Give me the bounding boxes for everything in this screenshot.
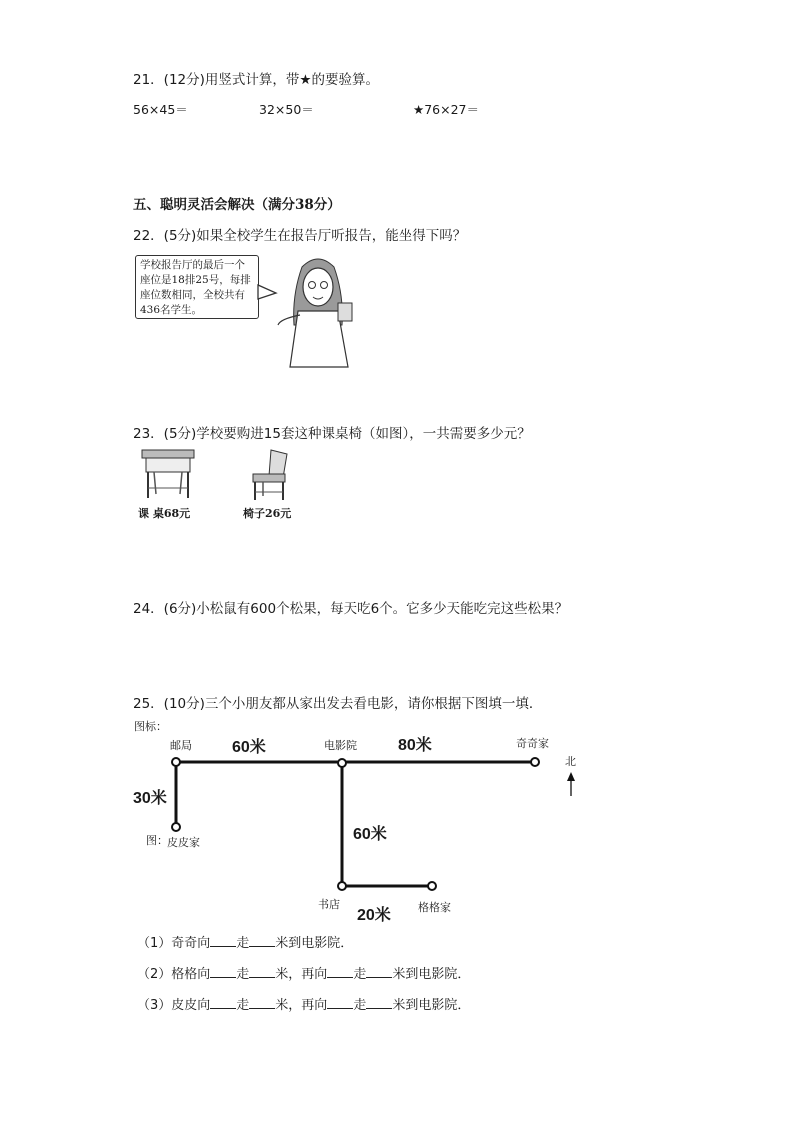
distance-post-pipi: 30米: [133, 790, 167, 807]
distance-post-cinema: 60米: [232, 739, 266, 756]
qiqi-home-label: 奇奇家: [516, 737, 549, 750]
blank-3a[interactable]: [210, 996, 236, 1009]
q23-title: 23．(5分)学校要购进15套这种课桌椅（如图），一共需要多少元？: [133, 426, 531, 442]
blank-3c[interactable]: [327, 996, 353, 1009]
q25-title: 25．(10分)三个小朋友都从家出发去看电影，请你根据下图填一填．: [133, 696, 543, 712]
bookstore-label: 书店: [318, 898, 340, 911]
blank-1b[interactable]: [249, 934, 275, 947]
legend-label-bottom: 图：: [146, 834, 168, 847]
post-office-node: [172, 758, 180, 766]
desk-caption: 课 桌68元: [138, 507, 191, 520]
q24-title: 24．(6分)小松鼠有600个松果，每天吃6个。它多少天能吃完这些松果？: [133, 601, 569, 617]
blank-3b[interactable]: [249, 996, 275, 1009]
q21-item-3: ★76×27＝: [413, 102, 479, 117]
chair-caption: 椅子26元: [243, 507, 292, 520]
gege-home-label: 格格家: [418, 901, 451, 914]
bookstore-node: [338, 882, 346, 890]
distance-bookstore-gege: 20米: [357, 907, 391, 924]
q21-item-2: 32×50＝: [259, 102, 314, 117]
q22-title: 22．(5分)如果全校学生在报告厅听报告，能坐得下吗？: [133, 228, 467, 244]
qiqi-home-node: [531, 758, 539, 766]
fill-line-2: （2）格格向 走 米，再向 走 米到电影院．: [137, 967, 471, 982]
q21-item-1: 56×45＝: [133, 102, 188, 117]
q21-title: 21．(12分)用竖式计算，带★的要验算。: [133, 72, 379, 88]
blank-1a[interactable]: [210, 934, 236, 947]
legend-label-top: 图标：: [134, 720, 167, 733]
blank-2d[interactable]: [366, 965, 392, 978]
distance-cinema-qiqi: 80米: [398, 737, 432, 754]
north-label: 北: [565, 755, 576, 768]
distance-cinema-bookstore: 60米: [353, 826, 387, 843]
blank-3d[interactable]: [366, 996, 392, 1009]
blank-2b[interactable]: [249, 965, 275, 978]
pipi-home-label: 皮皮家: [167, 836, 200, 849]
pipi-home-node: [172, 823, 180, 831]
gege-home-node: [428, 882, 436, 890]
section-5-title: 五、聪明灵活会解决（满分38分）: [133, 197, 341, 213]
fill-line-1: （1）奇奇向 走 米到电影院．: [137, 936, 354, 951]
fill-line-3: （3）皮皮向 走 米，再向 走 米到电影院．: [137, 998, 471, 1013]
blank-2a[interactable]: [210, 965, 236, 978]
post-office-label: 邮局: [170, 739, 192, 752]
cinema-label: 电影院: [324, 739, 357, 752]
blank-2c[interactable]: [327, 965, 353, 978]
cinema-node: [338, 759, 346, 767]
speech-bubble: 学校报告厅的最后一个座位是18排25号，每排座位数相同，全校共有436名学生。: [135, 255, 259, 319]
